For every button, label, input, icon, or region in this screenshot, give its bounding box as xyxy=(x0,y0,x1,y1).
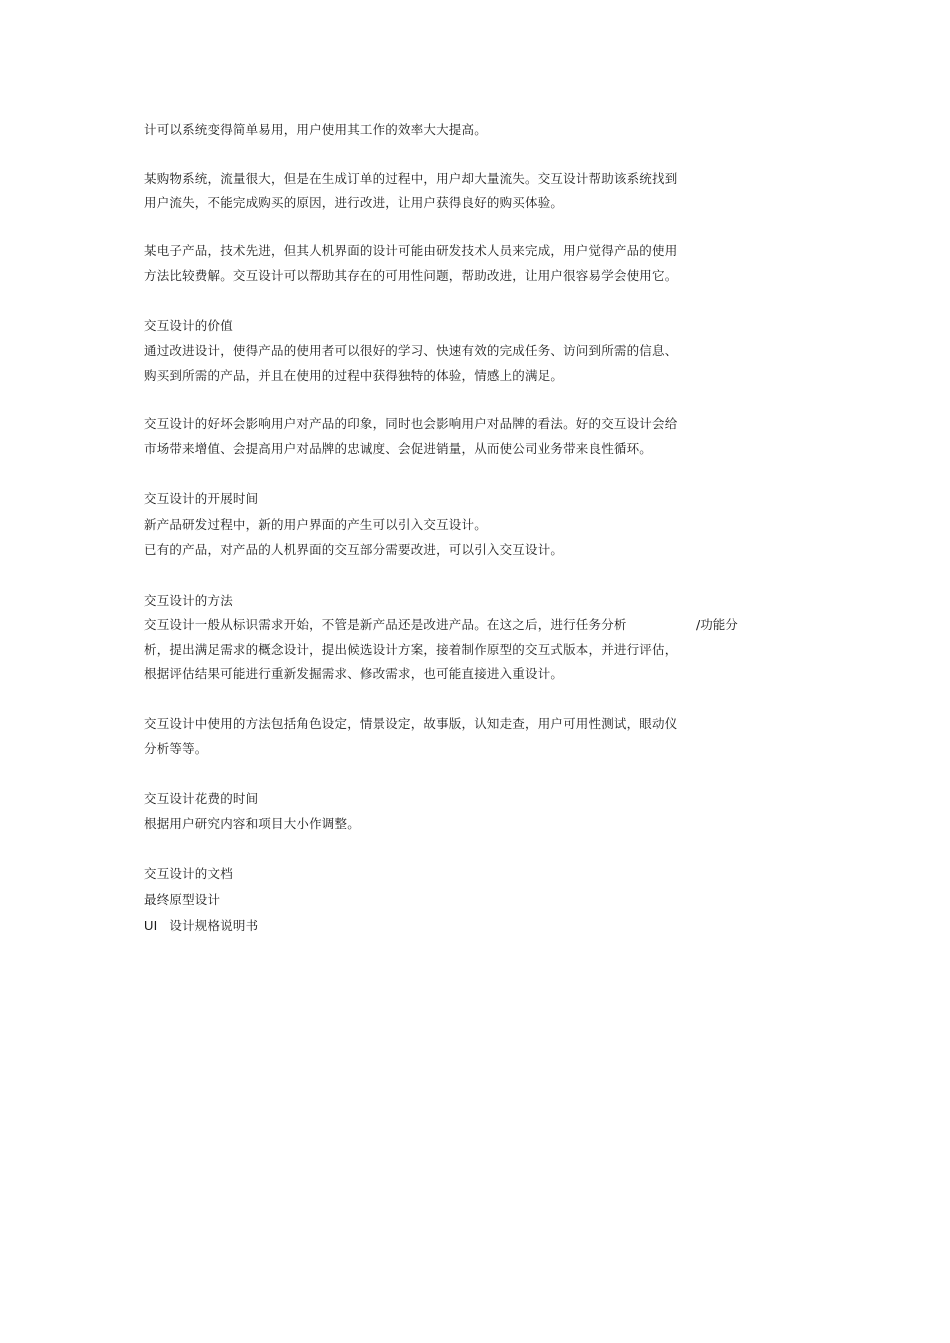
paragraph-line: 交互设计一般从标识需求开始，不管是新产品还是改进产品。在这之后，进行任务分析 xyxy=(144,617,627,632)
section-heading: 交互设计的方法 xyxy=(144,593,233,608)
section-heading: 交互设计花费的时间 xyxy=(144,791,259,806)
paragraph-line: 新产品研发过程中，新的用户界面的产生可以引入交互设计。 xyxy=(144,517,487,532)
paragraph-line: 析，提出满足需求的概念设计，提出候选设计方案，接着制作原型的交互式版本，并进行评估， xyxy=(144,642,678,657)
paragraph-line: 分析等等。 xyxy=(144,741,208,756)
paragraph-line: 已有的产品，对产品的人机界面的交互部分需要改进，可以引入交互设计。 xyxy=(144,542,564,557)
paragraph-line: 交互设计中使用的方法包括角色设定，情景设定，故事版，认知走查，用户可用性测试，眼动仪 xyxy=(144,716,678,731)
paragraph-line: 根据用户研究内容和项目大小作调整。 xyxy=(144,816,360,831)
paragraph-line: 某电子产品，技术先进，但其人机界面的设计可能由研发技术人员来完成，用户觉得产品的使用 xyxy=(144,243,678,258)
section-heading: 交互设计的价值 xyxy=(144,318,233,333)
paragraph-line: 市场带来增值、会提高用户对品牌的忠诚度、会促进销量，从而使公司业务带来良性循环。 xyxy=(144,441,653,456)
paragraph-line: 交互设计的好坏会影响用户对产品的印象，同时也会影响用户对品牌的看法。好的交互设计会给 xyxy=(144,416,678,431)
section-heading: 交互设计的开展时间 xyxy=(144,491,259,506)
paragraph-line: 根据评估结果可能进行重新发掘需求、修改需求，也可能直接进入重设计。 xyxy=(144,666,564,681)
paragraph-line: 方法比较费解。交互设计可以帮助其存在的可用性问题，帮助改进，让用户很容易学会使用它。 xyxy=(144,268,678,283)
paragraph-line: 某购物系统，流量很大，但是在生成订单的过程中，用户却大量流失。交互设计帮助该系统找到 xyxy=(144,171,678,186)
ui-prefix: UI xyxy=(144,918,158,933)
paragraph-line: 用户流失，不能完成购买的原因，进行改进，让用户获得良好的购买体验。 xyxy=(144,195,564,210)
ui-spec-text: 设计规格说明书 xyxy=(169,918,259,933)
paragraph-line-tail: /功能分 xyxy=(696,617,738,632)
paragraph-line: 购买到所需的产品，并且在使用的过程中获得独特的体验，情感上的满足。 xyxy=(144,368,564,383)
paragraph-line: 最终原型设计 xyxy=(144,892,221,907)
section-heading: 交互设计的文档 xyxy=(144,866,233,881)
paragraph-line: 计可以系统变得简单易用，用户使用其工作的效率大大提高。 xyxy=(144,122,487,137)
paragraph-line: 通过改进设计，使得产品的使用者可以很好的学习、快速有效的完成任务、访问到所需的信息、 xyxy=(144,343,678,358)
ui-spec-line xyxy=(144,918,258,934)
